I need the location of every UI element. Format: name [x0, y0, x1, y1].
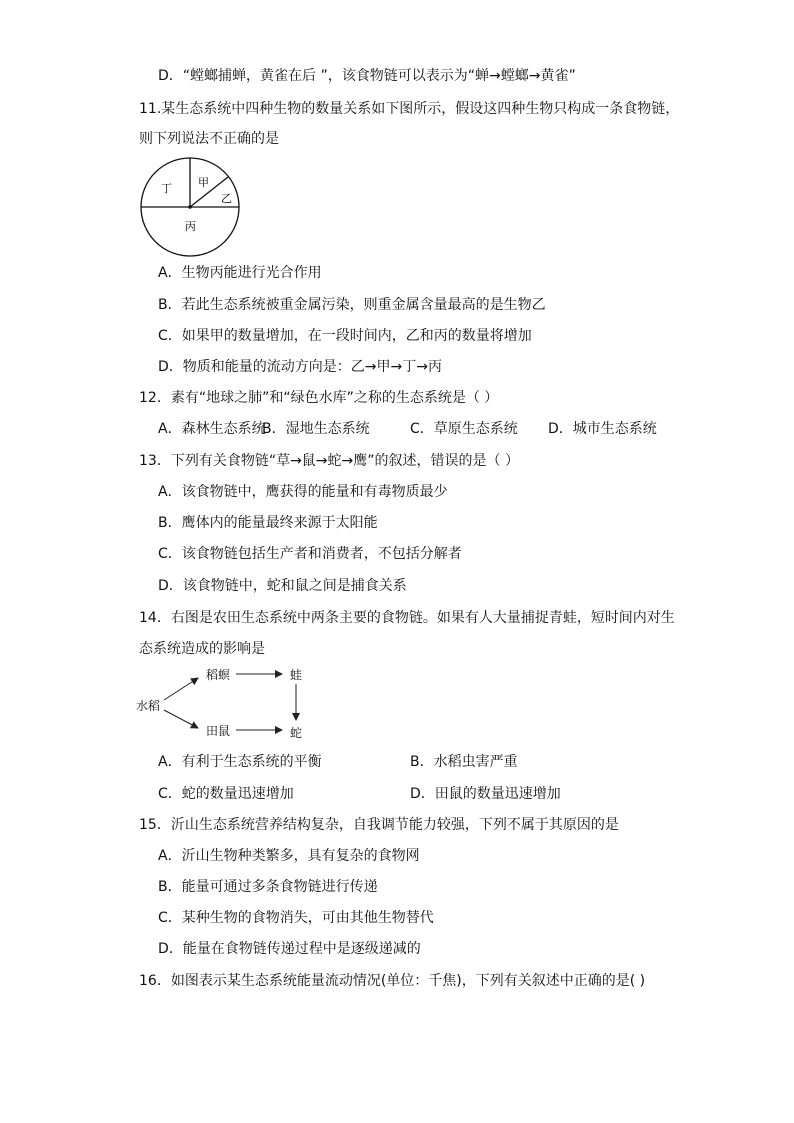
pie-label-jia: 甲	[198, 176, 209, 189]
q12-option-c: C．草原生态系统	[410, 421, 518, 437]
pie-label-bing: 丙	[185, 220, 196, 233]
q12-option-b: B．湿地生态系统	[262, 421, 370, 437]
q14-stem-line2: 态系统造成的影响是	[139, 641, 265, 657]
q11-option-c: C．如果甲的数量增加，在一段时间内，乙和丙的数量将增加	[158, 328, 532, 344]
q11-option-b: B．若此生态系统被重金属污染，则重金属含量最高的是生物乙	[158, 297, 546, 313]
food-web-snake: 蛇	[290, 726, 303, 740]
q15-option-d: D．能量在食物链传递过程中是逐级递减的	[158, 941, 421, 957]
q13-stem: 13．下列有关食物链“草→鼠→蛇→鹰”的叙述，错误的是（ ）	[139, 453, 519, 469]
food-web-frog: 蛙	[290, 668, 303, 682]
food-web-rice: 水稻	[136, 699, 161, 713]
q11-stem-line2: 则下列说法不正确的是	[139, 131, 279, 147]
q11-option-d: D．物质和能量的流动方向是：乙→甲→丁→丙	[158, 359, 442, 375]
q15-stem: 15．沂山生态系统营养结构复杂，自我调节能力较强，下列不属于其原因的是	[139, 817, 619, 833]
pie-center	[188, 205, 192, 209]
q14-option-d: D．田鼠的数量迅速增加	[410, 786, 561, 802]
pie-label-yi: 乙	[221, 192, 232, 205]
q15-option-b: B．能量可通过多条食物链进行传递	[158, 879, 378, 895]
q12-option-d: D．城市生态系统	[548, 421, 657, 437]
q13-option-a: A．该食物链中，鹰获得的能量和有毒物质最少	[158, 484, 448, 500]
q13-option-b: B．鹰体内的能量最终来源于太阳能	[158, 515, 378, 531]
q11-option-a: A．生物丙能进行光合作用	[158, 265, 322, 281]
q10-option-d: D．“螳螂捕蝉，黄雀在后 ”，该食物链可以表示为“蝉→螳螂→黄雀”	[158, 68, 576, 84]
arrow-rice-to-field-mouse	[164, 710, 198, 728]
food-web-field-mouse: 田鼠	[206, 724, 231, 738]
q11-stem-line1: 11.某生态系统中四种生物的数量关系如下图所示，假设这四种生物只构成一条食物链，	[139, 101, 680, 117]
q14-option-b: B．水稻虫害严重	[410, 754, 518, 770]
q12-stem: 12．素有“地球之肺”和“绿色水库”之称的生态系统是（ ）	[139, 390, 499, 406]
q11-pie-chart	[139, 156, 241, 258]
q13-option-d: D．该食物链中，蛇和鼠之间是捕食关系	[158, 578, 407, 594]
q12-options-row	[0, 419, 794, 439]
q16-stem: 16．如图表示某生态系统能量流动情况(单位：千焦)，下列有关叙述中正确的是( )	[139, 973, 646, 989]
food-web-planthopper: 稻螟	[206, 668, 231, 682]
q15-option-a: A．沂山生物种类繁多，具有复杂的食物网	[158, 848, 420, 864]
q14-option-a: A．有利于生态系统的平衡	[158, 754, 322, 770]
q12-option-a: A．森林生态系统	[158, 421, 266, 437]
q14-option-c: C．蛇的数量迅速增加	[158, 786, 294, 802]
q14-food-web	[128, 664, 318, 744]
q14-stem-line1: 14．右图是农田生态系统中两条主要的食物链。如果有人大量捕捉青蛙，短时间内对生	[139, 610, 675, 626]
q15-option-c: C．某种生物的食物消失，可由其他生物替代	[158, 910, 434, 926]
arrow-rice-to-planthopper	[164, 678, 198, 700]
q13-option-c: C．该食物链包括生产者和消费者，不包括分解者	[158, 546, 462, 562]
pie-label-ding: 丁	[161, 182, 172, 195]
